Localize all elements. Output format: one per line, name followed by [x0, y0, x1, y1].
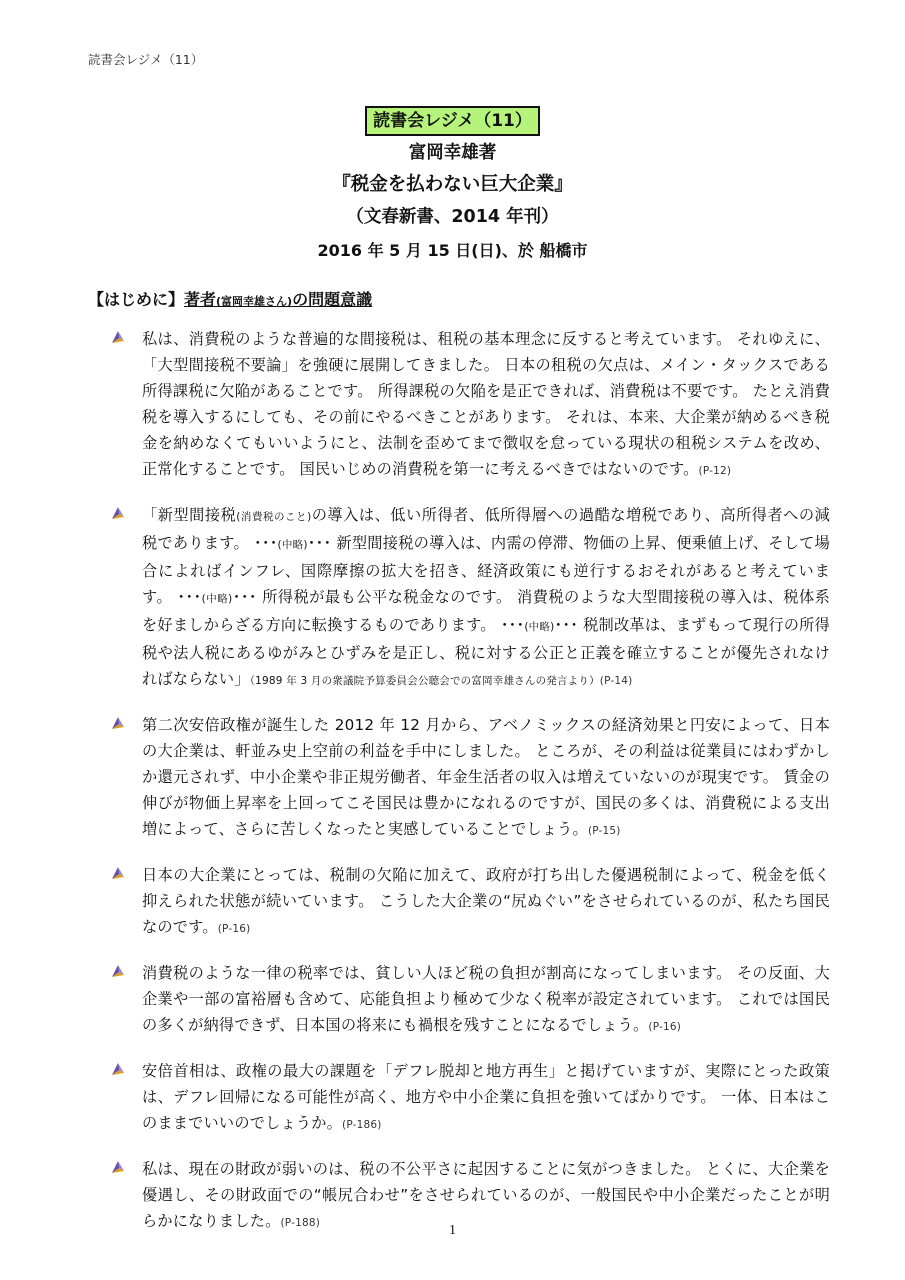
page-citation: (P-12) — [698, 465, 732, 477]
item-body: 安倍首相は、政権の最大の課題を「デフレ脱却と地方再生」と掲げていますが、実際にとった政策は、デフレ回帰になる可能性が高く、地方や中小企業に負担を強いてばかりです。 一体、日本はこのままでいいのでしょうか。 — [142, 1062, 830, 1132]
document-title: 読書会レジメ（11） — [365, 106, 540, 136]
bullet-list — [110, 326, 830, 1254]
publisher-line: （文春新書、2014 年刊） — [346, 207, 559, 227]
section-title-b: の問題意識 — [292, 290, 373, 309]
item-body: 私は、消費税のような普遍的な間接税は、租税の基本理念に反すると考えています。 それゆえに、「大型間接税不要論」を強硬に展開してきました。 日本の租税の欠点は、メイン・タックスである所得課税に欠陥があることです。 所得課税の欠陥を是正できれば、消費税は不要です。 たとえ消費税を導入するにしても、その前にやるべきことがあります。 それは、本来、大企業が納めるべき税金を納めなくてもいいようにと、法制を歪めてまで徴収を怠っている現状の租税システムを改め、正常化することです。 国民いじめの消費税を第一に考えるべきではないのです。 — [142, 330, 830, 478]
arrow-bullet-icon — [110, 505, 126, 521]
item-body: ･･･ 新型間接税の導入は、内需の停滞、物価の上昇、便乗値上げ、そして場合によればインフレ、国際摩擦の拡大を招き、経済政策にも逆行するおそれがあると考えています。 ･･･ — [142, 534, 831, 606]
item-text — [142, 326, 830, 484]
page-citation: (P-188) — [280, 1217, 321, 1229]
item-text — [142, 960, 830, 1040]
arrow-bullet-icon — [110, 963, 126, 979]
item-body: 「新型間接税 — [142, 506, 237, 524]
arrow-bullet-icon — [110, 865, 126, 881]
section-title-paren: (富岡幸雄さん) — [216, 295, 293, 308]
page-citation: (P-14) — [599, 675, 633, 687]
section-heading — [88, 289, 372, 313]
section-title — [184, 290, 372, 309]
inline-note: （1989 年 3 月の衆議院予算委員会公聴会での富岡幸雄さんの発言より） — [249, 675, 600, 687]
item-text — [142, 1058, 830, 1138]
item-text — [142, 862, 830, 942]
arrow-bullet-icon — [110, 1061, 126, 1077]
inline-note: (消費税のこと) — [236, 511, 312, 523]
section-prefix: 【はじめに】 — [88, 290, 185, 309]
list-item — [110, 862, 830, 942]
running-header: 読書会レジメ（11） — [88, 52, 204, 67]
item-body: ･･･ 税制改革は、まずもって現行の所得税や法人税にあるゆがみとひずみを是正し、税に対する公正と正義を確立することが優先されなければならない」 — [142, 616, 831, 688]
page-citation: (P-16) — [217, 923, 251, 935]
page-citation: (P-186) — [342, 1119, 382, 1131]
list-item — [110, 326, 830, 484]
list-item — [110, 1058, 830, 1138]
item-body: 日本の大企業にとっては、税制の欠陥に加えて、政府が打ち出した優遇税制によって、税金を低く抑えられた状態が続いています。 こうした大企業の“尻ぬぐい”をさせられているのが、私たち国民なのです。 — [142, 866, 830, 936]
arrow-bullet-icon — [110, 1159, 126, 1175]
page-citation: (P-16) — [648, 1021, 682, 1033]
page-citation: (P-15) — [587, 825, 621, 837]
inline-note: (中略) — [277, 539, 308, 551]
arrow-bullet-icon — [110, 715, 126, 731]
list-item — [110, 502, 830, 694]
section-title-a: 著者 — [184, 290, 217, 309]
item-text — [142, 712, 830, 844]
title-block — [0, 106, 905, 266]
item-body: ･･･ 所得税が最も公平な税金なのです。 消費税のような大型間接税の導入は、税体系を好ましからざる方向に転換するものであります。 ･･･ — [142, 588, 831, 634]
page-number: 1 — [449, 1223, 456, 1238]
item-body: 第二次安倍政権が誕生した 2012 年 12 月から、アベノミックスの経済効果と円安によって、日本の大企業は、軒並み史上空前の利益を手中にしました。 ところが、その利益は従業員にはわずかしか還元されず、中小企業や非正規労働者、年金生活者の収入は増えていないのが現実です。 賃金の伸びが物価上昇率を上回ってこそ国民は豊かになれるのですが、国民の多くは、消費税による支出増によって、さらに苦しくなったと実感していることでしょう。 — [142, 716, 830, 838]
date-place-line: 2016 年 5 月 15 日(日)、於 船橋市 — [317, 241, 588, 260]
author-line: 富岡幸雄著 — [408, 143, 497, 163]
item-body: 私は、現在の財政が弱いのは、税の不公平さに起因することに気がつきました。 とくに、大企業を優遇し、その財政面での“帳尻合わせ”をさせられているのが、一般国民や中小企業だったことが明らかになりました。 — [142, 1160, 830, 1230]
arrow-bullet-icon — [110, 329, 126, 345]
item-body: 消費税のような一律の税率では、貧しい人ほど税の負担が割高になってしまいます。 その反面、大企業や一部の富裕層も含めて、応能負担より極めて少なく税率が設定されています。 これでは国民の多くが納得できず、日本国の将来にも禍根を残すことになるでしょう。 — [142, 964, 830, 1034]
inline-note: (中略) — [524, 621, 555, 633]
item-body: の導入は、低い所得者、低所得層への過酷な増税であり、高所得者への減税であります。 ･･･ — [142, 506, 830, 552]
inline-note: (中略) — [201, 593, 233, 605]
list-item — [110, 712, 830, 844]
book-title: 『税金を払わない巨大企業』 — [332, 174, 573, 195]
item-text — [142, 502, 830, 694]
list-item — [110, 960, 830, 1040]
